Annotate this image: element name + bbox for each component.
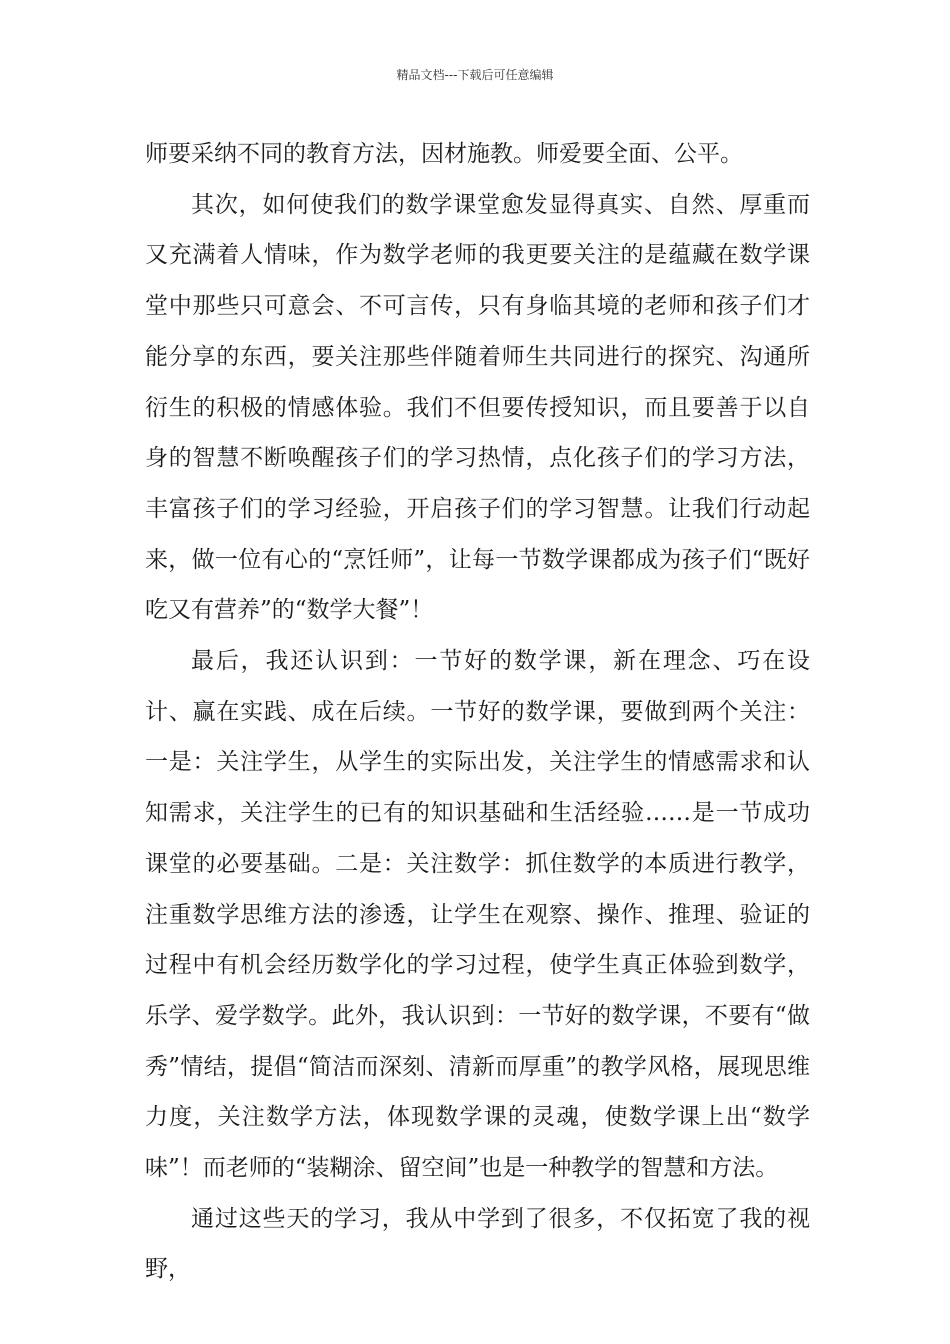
document-body [145,129,810,1295]
paragraph-2: 其次，如何使我们的数学课堂愈发显得真实、自然、厚重而又充满着人情味，作为数学老师的我更要关注的是蕴藏在数学课堂中那些只可意会、不可言传，只有身临其境的老师和孩子们才能分享的东西，要关注那些伴随着师生共同进行的探究、沟通所衍生的积极的情感体验。我们不但要传授知识，而且要善于以自身的智慧不断唤醒孩子们的学习热情，点化孩子们的学习方法，丰富孩子们的学习经验，开启孩子们的学习智慧。让我们行动起来，做一位有心的“烹饪师”，让每一节数学课都成为孩子们“既好吃又有营养”的“数学大餐”！ [145,191,810,624]
paragraph-4: 通过这些天的学习，我从中学到了很多，不仅拓宽了我的视野， [145,1205,810,1283]
paragraph-1: 师要采纳不同的教育方法，因材施教。师爱要全面、公平。 [145,141,743,167]
paragraph-3: 最后，我还认识到：一节好的数学课，新在理念、巧在设计、赢在实践、成在后续。一节好的数学课，要做到两个关注：一是：关注学生，从学生的实际出发，关注学生的情感需求和认知需求，关注学生的已有的知识基础和生活经验……是一节成功课堂的必要基础。二是：关注数学：抓住数学的本质进行教学，注重数学思维方法的渗透，让学生在观察、操作、推理、验证的过程中有机会经历数学化的学习过程，使学生真正体验到数学，乐学、爱学数学。此外，我认识到：一节好的数学课，不要有“做秀”情结，提倡“简洁而深刻、清新而厚重”的教学风格，展现思维力度，关注数学方法，体现数学课的灵魂，使数学课上出“数学味”！而老师的“装糊涂、留空间”也是一种教学的智慧和方法。 [145,648,810,1182]
page-header: 精品文档---下载后可任意编辑 [396,68,554,82]
